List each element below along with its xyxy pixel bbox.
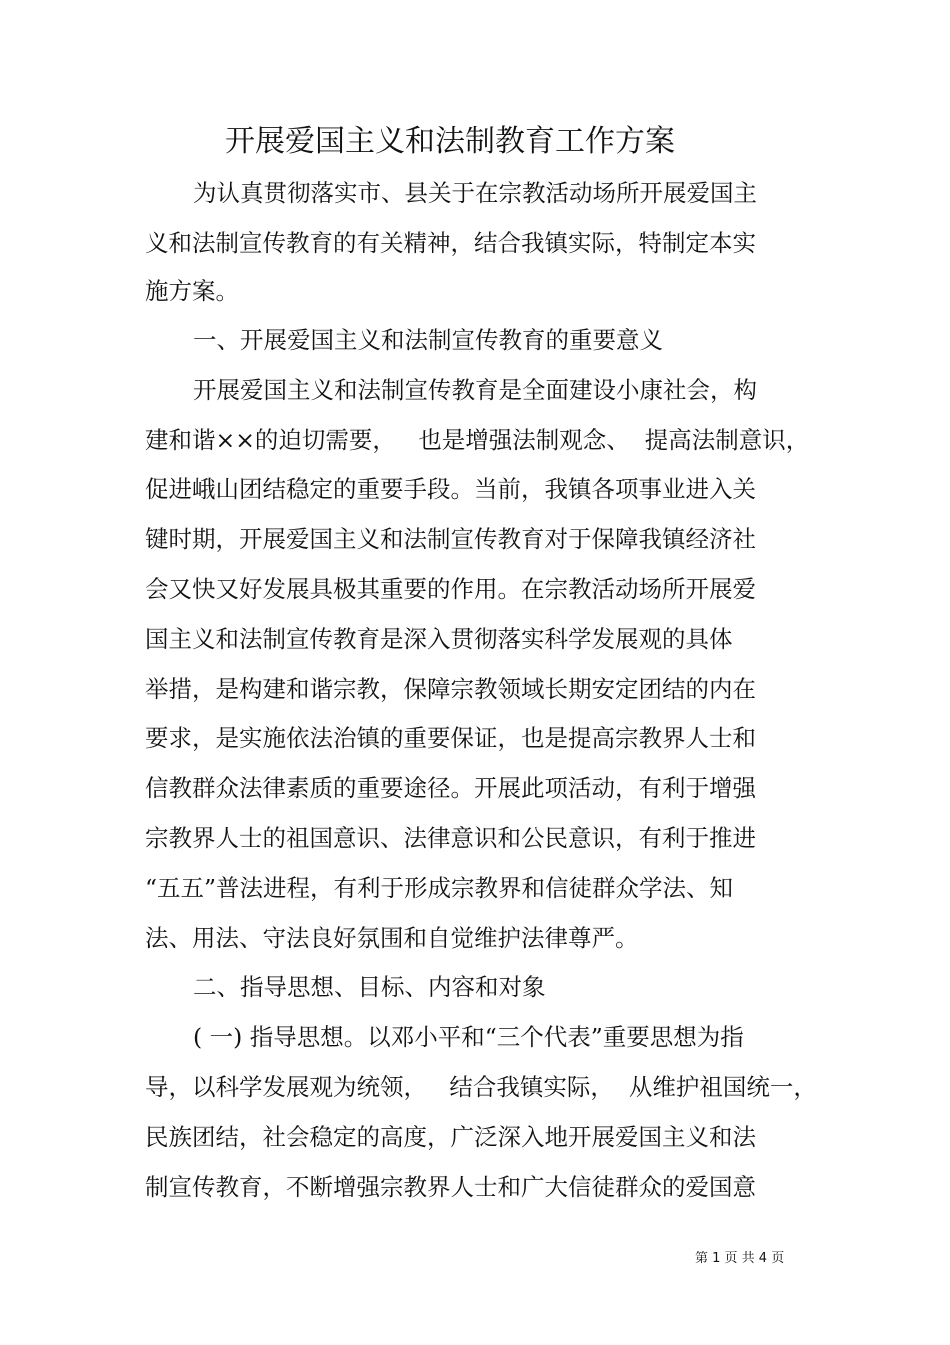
body-line: 信教群众法律素质的重要途径。开展此项活动，有利于增强 [145,774,756,802]
body-line: 义和法制宣传教育的有关精神，结合我镇实际，特制定本实 [145,229,756,257]
body-line: 法、用法、守法良好氛围和自觉维护法律尊严。 [145,924,639,952]
body-line: 建和谐××的迫切需要， 也是增强法制观念、 提高法制意识， [145,426,810,454]
body-line: ( 一) 指导思想。以邓小平和“三个代表”重要思想为指 [193,1023,744,1051]
body-line: 键时期，开展爱国主义和法制宣传教育对于保障我镇经济社 [145,525,756,553]
section-heading: 二、指导思想、目标、内容和对象 [193,973,546,1001]
body-line: 为认真贯彻落实市、县关于在宗教活动场所开展爱国主 [193,179,757,207]
page-number-footer: 第 1 页 共 4 页 [695,1251,785,1266]
body-line: 制宣传教育，不断增强宗教界人士和广大信徒群众的爱国意 [145,1173,756,1201]
body-line: 举措，是构建和谐宗教，保障宗教领域长期安定团结的内在 [145,675,756,703]
body-line: “五五”普法进程，有利于形成宗教界和信徒群众学法、知 [145,874,734,902]
body-line: 国主义和法制宣传教育是深入贯彻落实科学发展观的具体 [145,625,733,653]
body-line: 施方案。 [145,277,239,305]
section-heading: 一、开展爱国主义和法制宣传教育的重要意义 [193,326,663,354]
body-line: 宗教界人士的祖国意识、法律意识和公民意识，有利于推进 [145,824,756,852]
body-line: 导，以科学发展观为统领， 结合我镇实际， 从维护祖国统一， [145,1073,817,1101]
body-line: 促进峨山团结稳定的重要手段。当前，我镇各项事业进入关 [145,475,756,503]
body-line: 会又快又好发展具极其重要的作用。在宗教活动场所开展爱 [145,575,756,603]
document-title: 开展爱国主义和法制教育工作方案 [225,124,675,159]
body-line: 民族团结，社会稳定的高度，广泛深入地开展爱国主义和法 [145,1123,756,1151]
body-line: 要求，是实施依法治镇的重要保证，也是提高宗教界人士和 [145,724,756,752]
body-line: 开展爱国主义和法制宣传教育是全面建设小康社会，构 [193,376,757,404]
